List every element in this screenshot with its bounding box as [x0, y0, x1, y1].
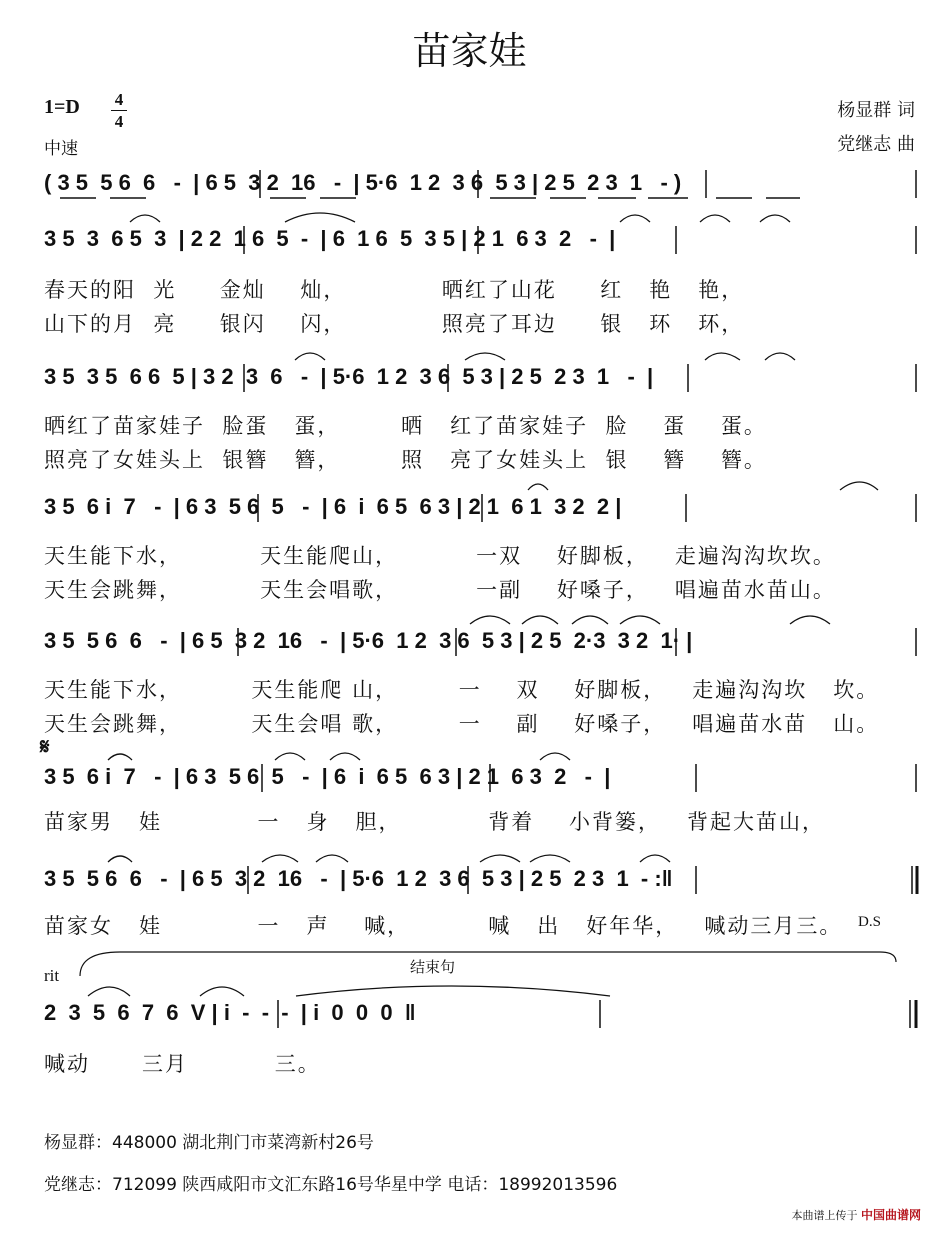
row-8-notes: 2 3 5 6 7 6 V | i - - - | i 0 0 0 ‖	[44, 1000, 416, 1025]
notation-row-8	[0, 1000, 939, 1030]
row-3-notes: 3 5 3 5 6 6 5 | 3 2 3 6 - | 5·6 1 2 3 6 5 3 | 2 5 2 3 1 - |	[44, 364, 654, 389]
lyric-line-4: 照亮了女娃头上 银簪 簪， 照 亮了女娃头上 银 簪 簪。	[44, 448, 767, 472]
footer-text: 本曲谱上传于	[791, 1209, 858, 1222]
lyric-line-2: 山下的月 亮 银闪 闪， 照亮了耳边 银 环 环，	[44, 312, 745, 336]
row-1-notes: ( 3 5 5 6 6 - | 6 5 3 2 16 - | 5·6 1 2 3 6 5 3 | 2 5 2 3 1 - )	[44, 170, 682, 195]
lyric-line-1: 春天的阳 光 金灿 灿， 晒红了山花 红 艳 艳，	[44, 278, 745, 302]
dal-segno-marking: D.S	[858, 914, 881, 930]
row-6-notes: 3 5 6 i 7 - | 6 3 5 6 5 - | 6 i 6 5 6 3 | 2 1 6 3 2 - |	[44, 764, 611, 789]
lyric-line-7: 天生能下水， 天生能爬 山， 一 双 好脚板， 走遍沟沟坎 坎。	[44, 678, 880, 702]
lyric-line-9: 苗家男 娃 一 身 胆， 背着 小背篓， 背起大苗山，	[44, 810, 825, 834]
lyric-line-8: 天生会跳舞， 天生会唱 歌， 一 副 好嗓子， 唱遍苗水苗 山。	[44, 712, 880, 736]
segno-sign: 𝄋	[40, 734, 50, 759]
composer-credit: 党继志 曲	[837, 134, 915, 155]
row-5-notes: 3 5 5 6 6 - | 6 5 3 2 16 - | 5·6 1 2 3 6 5 3 | 2 5 2·3 3 2 1· |	[44, 628, 693, 653]
time-signature-top: 4	[114, 90, 124, 109]
lyric-line-10: 苗家女 娃 一 声 喊， 喊 出 好年华， 喊动三月三。	[44, 914, 843, 938]
notation-row-1	[0, 170, 939, 200]
song-title: 苗家娃	[412, 29, 527, 73]
row-2-notes: 3 5 3 6 5 3 | 2 2 1 6 5 - | 6 1 6 5 3 5 | 2 1 6 3 2 - |	[44, 226, 616, 251]
notation-row-5	[0, 628, 939, 658]
site-logo: 中国曲谱网	[860, 1208, 921, 1222]
notation-row-7	[0, 866, 939, 896]
lyric-line-6: 天生会跳舞， 天生会唱歌， 一副 好嗓子， 唱遍苗水苗山。	[44, 578, 836, 602]
time-signature-bottom: 4	[114, 112, 124, 131]
lyricist-credit: 杨显群 词	[837, 100, 915, 121]
notation-row-3	[0, 364, 939, 394]
notation-row-6	[0, 764, 939, 794]
ending-bracket	[0, 948, 939, 988]
notation-row-2	[0, 226, 939, 256]
row-7-notes: 3 5 5 6 6 - | 6 5 3 2 16 - | 5·6 1 2 3 6 5 3 | 2 5 2 3 1 - :‖	[44, 866, 673, 891]
tempo-marking: 中速	[44, 139, 78, 159]
lyric-line-11: 喊动 三月 三。	[44, 1052, 321, 1076]
notation-row-4	[0, 494, 939, 524]
lyricist-address: 杨显群：448000 湖北荆门市菜湾新村26号	[44, 1133, 374, 1153]
row-4-notes: 3 5 6 i 7 - | 6 3 5 6 5 - | 6 i 6 5 6 3 | 2 1 6 1 3 2 2 |	[44, 494, 622, 519]
upload-footer	[791, 1206, 921, 1223]
ritardando-marking: rit	[44, 966, 60, 985]
lyric-line-5: 天生能下水， 天生能爬山， 一双 好脚板， 走遍沟沟坎坎。	[44, 544, 836, 568]
lyric-line-3: 晒红了苗家娃子 脸蛋 蛋， 晒 红了苗家娃子 脸 蛋 蛋。	[44, 414, 767, 438]
ending-label: 结束句	[410, 958, 456, 976]
composer-address: 党继志：712099 陕西咸阳市文汇东路16号华星中学 电话：18992013596	[44, 1175, 618, 1195]
time-signature	[111, 90, 127, 131]
key-signature: 1=D	[44, 96, 80, 118]
